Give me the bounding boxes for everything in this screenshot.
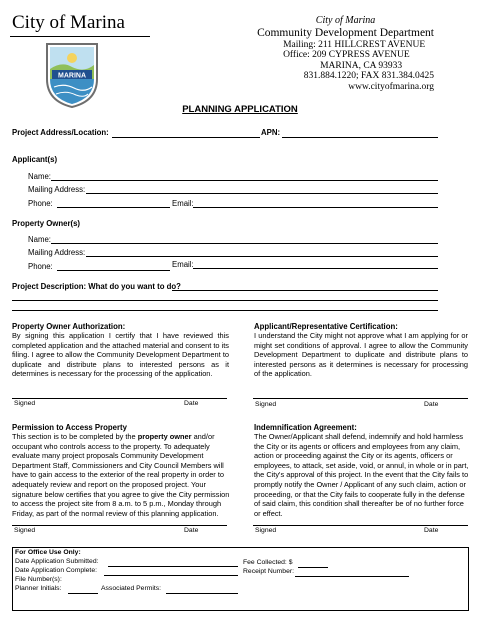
owners-heading: Property Owner(s) [12, 219, 81, 228]
indemnification-date-label: Date [424, 527, 439, 534]
access-signed-label: Signed [14, 527, 36, 534]
project-address-field[interactable] [112, 137, 260, 138]
applicant-name-label: Name: [28, 172, 51, 181]
applicant-signature-line[interactable] [253, 398, 468, 399]
city-seal-logo [44, 41, 100, 109]
website: www.cityofmarina.org [348, 81, 434, 92]
indemnification-signed-label: Signed [255, 527, 277, 534]
owner-date-label: Date [184, 400, 199, 407]
office-address: Office: 209 CYPRESS AVENUE [283, 50, 410, 60]
city-state-zip: MARINA, CA 93933 [320, 60, 403, 71]
owner-authorization-heading: Property Owner Authorization: [12, 322, 126, 331]
owner-authorization-text: By signing this application I certify that I have reviewed this completed application and the attached material and consent to its filing. I agree to allow the Community Development Department to duplicate and distribute plans to interested persons as it determines is necessary for the processing of the application. [12, 331, 229, 379]
office-associated-field[interactable] [166, 593, 238, 594]
applicant-signed-label: Signed [255, 401, 277, 408]
access-heading: Permission to Access Property [12, 423, 127, 432]
applicant-email-field[interactable] [193, 207, 438, 208]
access-signature-line[interactable] [12, 525, 227, 526]
owner-email-label: Email: [172, 260, 194, 269]
right-city-name: City of Marina [315, 15, 376, 26]
office-fee-label: Fee Collected: $ [243, 559, 293, 566]
applicant-email-label: Email: [172, 199, 194, 208]
department-name: Community Development Department [257, 26, 434, 39]
project-description-line-1[interactable] [172, 290, 438, 291]
owner-name-field[interactable] [51, 243, 438, 244]
project-description-line-2[interactable] [12, 300, 438, 301]
applicant-date-label: Date [424, 401, 439, 408]
mailing-address: Mailing: 211 HILLCREST AVENUE [283, 39, 426, 50]
indemnification-signature-line[interactable] [253, 525, 468, 526]
owner-mailing-label: Mailing Address: [28, 248, 86, 257]
apn-label: APN: [261, 128, 281, 137]
office-complete-label: Date Application Complete: [15, 567, 97, 574]
project-description-label: Project Description: What do you want to do? [12, 282, 181, 291]
department-contact-block [257, 16, 434, 92]
office-submitted-label: Date Application Submitted: [15, 558, 99, 565]
office-associated-label: Associated Permits: [101, 585, 162, 592]
office-use-box [12, 547, 469, 611]
office-planner-label: Planner Initials: [15, 585, 62, 592]
form-title: PLANNING APPLICATION [182, 104, 298, 115]
project-address-label: Project Address/Location: [12, 128, 109, 137]
title-underline [10, 36, 150, 37]
applicant-phone-field[interactable] [57, 207, 170, 208]
office-receipt-label: Receipt Number: [243, 568, 294, 575]
office-planner-field[interactable] [68, 593, 98, 594]
applicant-mailing-label: Mailing Address: [28, 185, 86, 194]
owner-signed-label: Signed [14, 400, 36, 407]
office-complete-field[interactable] [104, 575, 238, 576]
office-fee-field[interactable] [298, 567, 328, 568]
office-receipt-field[interactable] [295, 576, 409, 577]
applicant-mailing-field[interactable] [86, 193, 438, 194]
city-title: City of Marina [12, 12, 125, 33]
applicant-phone-label: Phone: [28, 199, 53, 208]
owner-signature-line[interactable] [12, 398, 227, 399]
applicant-name-field[interactable] [51, 180, 438, 181]
owner-name-label: Name: [28, 235, 51, 244]
applicant-certification-heading: Applicant/Representative Certification: [254, 322, 398, 331]
phone-fax: 831.884.1220; FAX 831.384.0425 [303, 71, 434, 81]
project-description-line-3[interactable] [12, 310, 438, 311]
indemnification-text: The Owner/Applicant shall defend, indemnify and hold harmless the City or its agents or officers and employees from any claim, action or proceeding against the City or its agents, officers or employees, to attack, set aside, void, or annul, in whole or in part, the City's approval of this project. In the event that the City fails to promptly notify the Owner / Applicant of any such claim, action or proceeding, or that the City fails to cooperate fully in the defense of said claim, this condition shall thereafter be of no further force or effect. [254, 432, 469, 518]
indemnification-heading: Indemnification Agreement: [254, 423, 357, 432]
owner-phone-field[interactable] [57, 270, 170, 271]
office-use-heading: For Office Use Only: [15, 549, 81, 556]
owner-email-field[interactable] [193, 268, 438, 269]
office-file-numbers-label: File Number(s): [15, 576, 62, 583]
owner-mailing-field[interactable] [86, 256, 438, 257]
applicants-heading: Applicant(s) [12, 155, 58, 164]
seal-text: MARINA [58, 72, 86, 80]
access-text: This section is to be completed by the property owner and/or occupant who controls access to the property. To adequately evaluate many project proposals Community Development Department Staff, Commissioners and City Council Members will have to gain access to the exterior of the real property in order to adequately review and report on the proposed project. Your signature below certifies that you agree to give the City permission to access the project site from 8 a.m. to 5 p.m., Monday through Friday, as part of the normal review of this planning application. [12, 432, 230, 518]
apn-field[interactable] [282, 137, 438, 138]
applicant-certification-text: I understand the City might not approve what I am applying for or might set conditions of approval. I agree to allow the Community Development Department to duplicate and distribute plans to interested persons as it determines is necessary for processing of the application. [254, 331, 468, 379]
office-submitted-field[interactable] [108, 566, 238, 567]
owner-phone-label: Phone: [28, 262, 53, 271]
access-date-label: Date [184, 527, 199, 534]
